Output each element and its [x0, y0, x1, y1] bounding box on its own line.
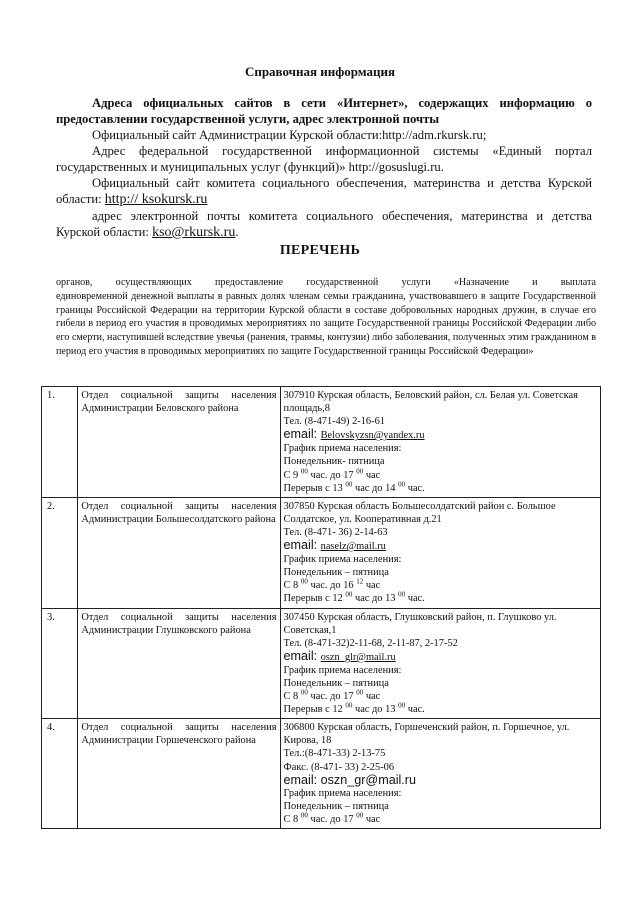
offices-table [41, 386, 601, 829]
work-to-min: 00 [356, 688, 364, 697]
row-number: 4. [42, 719, 78, 829]
office-contacts [280, 719, 600, 829]
break-hours [284, 703, 597, 716]
site-admin: Официальный сайт Администрации Курской области:http://adm.rkursk.ru; [92, 128, 487, 142]
break-from-min: 00 [345, 701, 353, 710]
office-contacts [280, 387, 600, 498]
schedule-days: Понедельник- пятница [283, 456, 385, 468]
schedule-days: Понедельник – пятница [283, 567, 389, 579]
work-from-min: 00 [300, 467, 308, 476]
work-from: С 8 [283, 691, 299, 703]
email-committee-text: адрес электронной почты комитета социального обеспечения, материнства и детства Курской области: [56, 209, 592, 239]
work-to-min: 12 [356, 577, 364, 586]
office-address: 306800 Курская область, Горшеченский район, п. Горшечное, ул. Кирова, 18 [283, 722, 570, 747]
schedule-title: График приема населения: [283, 443, 402, 455]
table-row [42, 387, 601, 498]
office-name: Отдел социальной защиты населения Администрации Беловского района [78, 387, 280, 498]
office-address: 307910 Курская область, Беловский район, сл. Белая ул. Советская площадь,8 [283, 390, 578, 415]
scope-rest: единовременной денежной выплаты в равных долях членам семьи гражданина, участвовавшего в защите Государственной границы Российской Федерации на территории Курской области в составе добровольных народных дружин, в случае его гибели в период его участия в проводимых мероприятиях по защите Государственной границы Российской Федерации либо его смерти, наступившей вследствие увечья (ранения, травмы, контузии) либо заболевания, полученных этим гражданином в период его участия в проводимых мероприятиях по защите Государственной границы Российской Федерации» [56, 290, 597, 357]
break-unit: час. [407, 482, 425, 494]
email-link[interactable]: naselz@mail.ru [320, 541, 386, 553]
break-to: час до 13 [354, 704, 396, 716]
site-committee-link[interactable]: http:// ksokursk.ru [104, 192, 208, 207]
break-to: час до 13 [354, 593, 396, 605]
schedule-days: Понедельник – пятница [283, 677, 389, 689]
office-contacts [280, 497, 600, 608]
break-to-min: 00 [398, 590, 406, 599]
email-line [284, 539, 597, 553]
break-from-min: 00 [345, 480, 353, 489]
work-to-min: 00 [356, 467, 364, 476]
break-to-min: 00 [398, 480, 406, 489]
break-to-min: 00 [398, 701, 406, 710]
table-row [42, 497, 601, 608]
email-link[interactable]: Belovskyzsn@yandex.ru [320, 430, 425, 442]
table-row [42, 719, 601, 829]
work-from-min: 00 [300, 688, 308, 697]
email-committee-link[interactable]: kso@rkursk.ru [152, 225, 236, 240]
intro-block [56, 95, 592, 241]
office-phone: Тел. (8-471-49) 2-16-61 [283, 416, 385, 428]
work-hours [284, 469, 597, 482]
office-name: Отдел социальной защиты населения Администрации Глушковского района [78, 608, 280, 719]
work-from-min: 00 [300, 811, 308, 820]
work-unit: час [365, 469, 381, 481]
office-address: 307850 Курская область Большесолдатский район с. Большое Солдатское, ул. Кооперативная д.21 [283, 500, 556, 525]
work-to: час. до 17 [310, 813, 354, 825]
office-phone: Тел.:(8-471-33) 2-13-75 [283, 748, 386, 760]
doc-title: Справочная информация [244, 64, 396, 79]
work-to: час. до 17 [310, 691, 354, 703]
break-hours [284, 482, 597, 495]
break-unit: час. [407, 704, 425, 716]
break-from-min: 00 [345, 590, 353, 599]
email-link[interactable]: oszn_glr@mail.ru [320, 651, 396, 663]
row-number: 1. [42, 387, 78, 498]
row-number: 2. [42, 497, 78, 608]
site-committee [56, 175, 592, 208]
site-portal: Адрес федеральной государственной информационной системы «Единый портал государственных и муниципальных услуг (функций)» http://gosuslugi.ru. [56, 144, 592, 174]
work-from-min: 00 [300, 577, 308, 586]
office-contacts [280, 608, 600, 719]
email-line[interactable]: email: oszn_gr@mail.ru [283, 772, 416, 787]
email-committee: адрес электронной почты комитета социального обеспечения, материнства и детства Курской области: kso@rkursk.ru. [56, 209, 592, 240]
work-from: С 9 [283, 469, 299, 481]
intro-heading: Адреса официальных сайтов в сети «Интернет», содержащих информацию о предоставлении государственной услуги, адрес электронной почты [56, 96, 592, 126]
work-to: час. до 17 [310, 469, 354, 481]
work-hours [284, 813, 597, 826]
office-fax: Факс. (8-471- 33) 2-25-06 [283, 761, 395, 773]
work-unit: час [365, 813, 381, 825]
scope-first-line: органов, осуществляющих предоставление государственной услуги «Назначение и выплата [56, 277, 596, 288]
email-label: email: [283, 538, 318, 553]
row-number: 3. [42, 608, 78, 719]
break-from: Перерыв с 12 [283, 704, 343, 716]
schedule-title: График приема населения: [283, 554, 402, 566]
break-hours [284, 592, 597, 605]
email-line [284, 650, 597, 664]
email-label: email: [283, 648, 318, 663]
work-hours [284, 579, 597, 592]
list-title: ПЕРЕЧЕНЬ [279, 243, 361, 258]
site-committee-text: Официальный сайт комитета социального обеспечения, материнства и детства Курской области: [56, 176, 592, 206]
work-unit: час [365, 580, 381, 592]
break-from: Перерыв с 13 [283, 482, 343, 494]
work-hours [284, 690, 597, 703]
schedule-days: Понедельник – пятница [283, 800, 389, 812]
break-to: час до 14 [354, 482, 396, 494]
break-from: Перерыв с 12 [283, 593, 343, 605]
table-row [42, 608, 601, 719]
office-address: 307450 Курская область, Глушковский район, п. Глушково ул. Советская,1 [283, 611, 557, 636]
email-line [284, 428, 597, 442]
work-to-min: 00 [356, 811, 364, 820]
office-name: Отдел социальной защиты населения Администрации Большесолдатского района [78, 497, 280, 608]
scope-text [56, 276, 596, 359]
work-from: С 8 [283, 813, 299, 825]
break-unit: час. [407, 593, 425, 605]
office-phone: Тел. (8-471-32)2-11-68, 2-11-87, 2-17-52 [283, 637, 458, 649]
office-phone: Тел. (8-471- 36) 2-14-63 [283, 526, 388, 538]
office-name: Отдел социальной защиты населения Администрации Горшеченского района [78, 719, 280, 829]
schedule-title: График приема населения: [283, 787, 402, 799]
work-unit: час [365, 691, 381, 703]
email-label: email: [283, 427, 318, 442]
work-to: час. до 16 [310, 580, 354, 592]
work-from: С 8 [283, 580, 299, 592]
schedule-title: График приема населения: [283, 664, 402, 676]
